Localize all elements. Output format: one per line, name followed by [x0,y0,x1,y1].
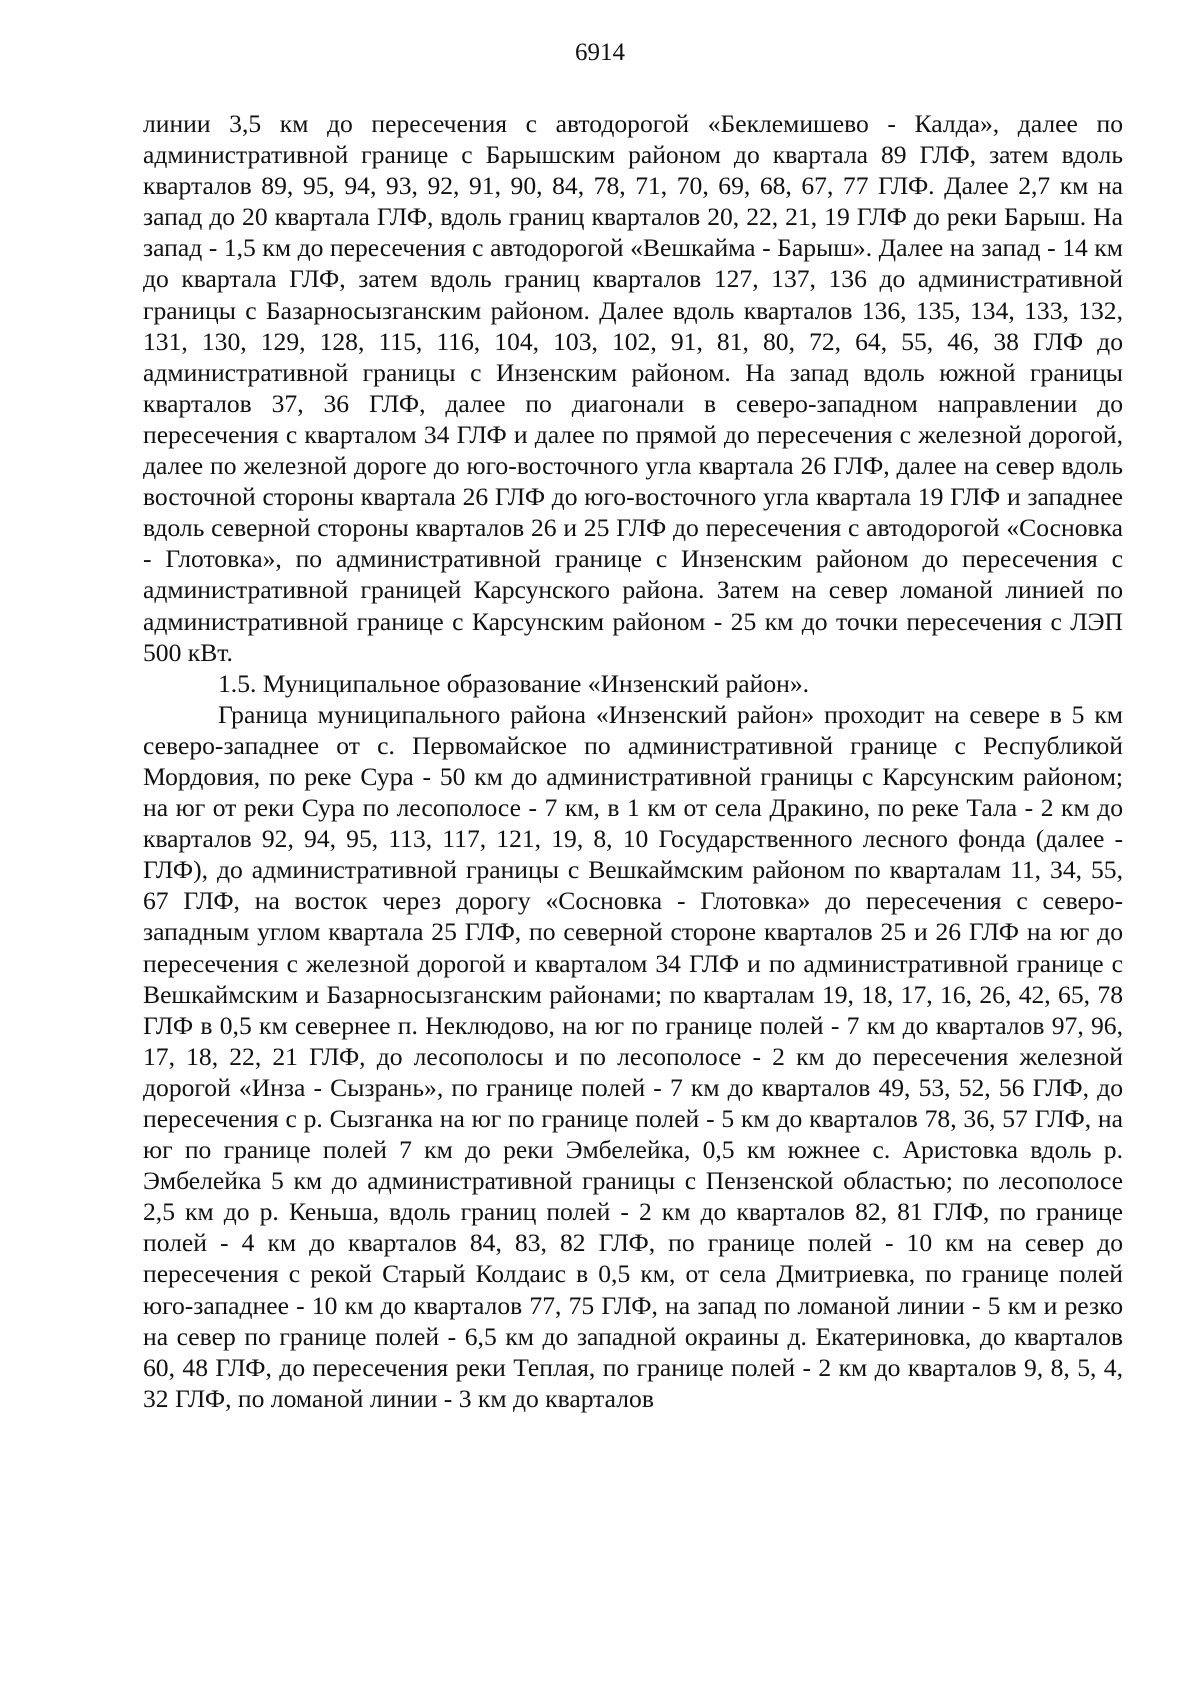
paragraph-continuation: линии 3,5 км до пересечения с автодорогой «Беклемишево - Калда», далее по административной границе с Барышским районом до квартала 89 ГЛФ, затем вдоль кварталов 89, 95, 94, 93, 92, 91, 90, 84, 78, 71, 70, 69, 68, 67, 77 ГЛФ. Далее 2,7 км на запад до 20 квартала ГЛФ, вдоль границ кварталов 20, 22, 21, 19 ГЛФ до реки Барыш. На запад - 1,5 км до пересечения с автодорогой «Вешкайма - Барыш». Далее на запад - 14 км до квартала ГЛФ, затем вдоль границ кварталов 127, 137, 136 до административной границы с Базарносызганским районом. Далее вдоль кварталов 136, 135, 134, 133, 132, 131, 130, 129, 128, 115, 116, 104, 103, 102, 91, 81, 80, 72, 64, 55, 46, 38 ГЛФ до административной границы с Инзенским районом. На запад вдоль южной границы кварталов 37, 36 ГЛФ, далее по диагонали в северо-западном направлении до пересечения с кварталом 34 ГЛФ и далее по прямой до пересечения с железной дорогой, далее по железной дороге до юго-восточного угла квартала 26 ГЛФ, далее на север вдоль восточной стороны квартала 26 ГЛФ до юго-восточного угла квартала 19 ГЛФ и западнее вдоль северной стороны кварталов 26 и 25 ГЛФ до пересечения с автодорогой «Сосновка - Глотовка», по административной границе с Инзенским районом до пересечения с административной границей Карсунского района. Затем на север ломаной линией по административной границе с Карсунским районом - 25 км до точки пересечения с ЛЭП 500 кВт. [143,109,1123,667]
document-body [143,108,1123,1414]
page-number: 6914 [575,39,625,66]
section-heading: 1.5. Муниципальное образование «Инзенский район». [218,668,810,698]
paragraph-boundary-description: Граница муниципального района «Инзенский район» проходит на севере в 5 км северо-западнее от с. Первомайское по административной границе с Республикой Мордовия, по реке Сура - 50 км до административной границы с Карсунским районом; на юг от реки Сура по лесополосе - 7 км, в 1 км от села Дракино, по реке Тала - 2 км до кварталов 92, 94, 95, 113, 117, 121, 19, 8, 10 Государственного лесного фонда (далее - ГЛФ), до административной границы с Вешкаймским районом по кварталам 11, 34, 55, 67 ГЛФ, на восток через дорогу «Сосновка - Глотовка» до пересечения с северо-западным углом квартала 25 ГЛФ, по северной стороне кварталов 25 и 26 ГЛФ на юг до пересечения с железной дорогой и кварталом 34 ГЛФ и по административной границе с Вешкаймским и Базарносызганским районами; по кварталам 19, 18, 17, 16, 26, 42, 65, 78 ГЛФ в 0,5 км севернее п. Неклюдово, на юг по границе полей - 7 км до кварталов 97, 96, 17, 18, 22, 21 ГЛФ, до лесополосы и по лесополосе - 2 км до пересечения железной дорогой «Инза - Сызрань», по границе полей - 7 км до кварталов 49, 53, 52, 56 ГЛФ, до пересечения с р. Сызганка на юг по границе полей - 5 км до кварталов 78, 36, 57 ГЛФ, на юг по границе полей 7 км до реки Эмбелейка, 0,5 км южнее с. Аристовка вдоль р. Эмбелейка 5 км до административной границы с Пензенской областью; по лесополосе 2,5 км до р. Кеньша, вдоль границ полей - 2 км до кварталов 82, 81 ГЛФ, по границе полей - 4 км до кварталов 84, 83, 82 ГЛФ, по границе полей - 10 км на север до пересечения с рекой Старый Колдаис в 0,5 км, от села Дмитриевка, по границе полей юго-западнее - 10 км до кварталов 77, 75 ГЛФ, на запад по ломаной линии - 5 км и резко на север по границе полей - 6,5 км до западной окраины д. Екатериновка, до кварталов 60, 48 ГЛФ, до пересечения реки Теплая, по границе полей - 2 км до кварталов 9, 8, 5, 4, 32 ГЛФ, по ломаной линии - 3 км до кварталов [143,699,1123,1413]
